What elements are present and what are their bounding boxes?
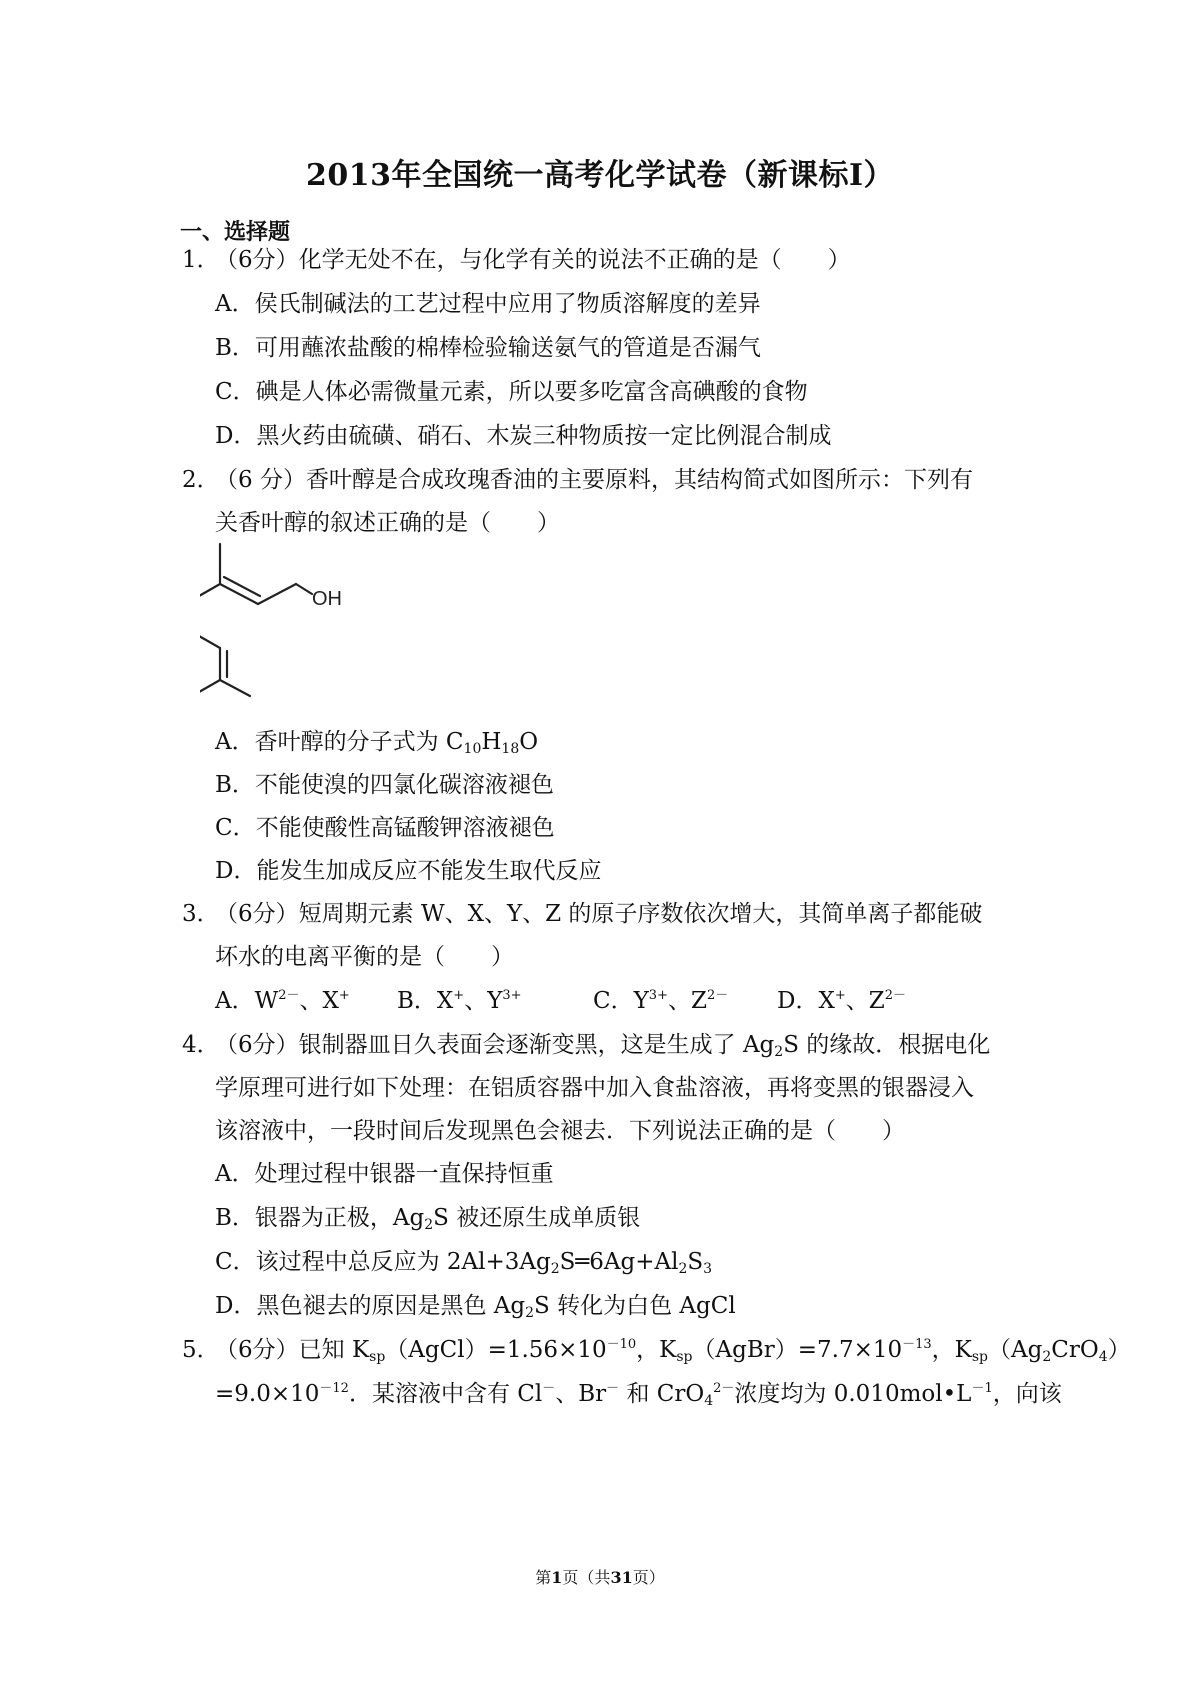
exam-title: 2013年全国统一高考化学试卷（新课标Ⅰ） <box>305 158 895 193</box>
question-3-stem-cont: 坏水的电离平衡的是（ ） <box>215 944 514 970</box>
page-footer: 第1页（共31页） <box>535 1568 665 1587</box>
q3-options-row <box>215 986 975 1016</box>
q3-option-c: C．$Y^{3+}$、$Z^{2-}$ <box>593 988 729 1014</box>
question-number: 5． <box>182 1337 220 1363</box>
bond-double-1b <box>224 577 260 596</box>
question-4-stem: 4．（6分）银制器皿日久表面会逐渐变黑，这是生成了 $Ag_2S$ 的缘故．根据电化 <box>182 1032 991 1060</box>
question-number: 1． <box>182 247 220 273</box>
total-page-count: 31 <box>610 1568 633 1587</box>
question-number: 4． <box>182 1032 220 1058</box>
q2-option-d: D．能发生加成反应不能发生取代反应 <box>215 858 602 884</box>
bond-methyl-right <box>220 680 250 696</box>
section-heading: 一、选择题 <box>180 219 291 245</box>
question-4-stem-cont-1: 学原理可进行如下处理：在铝质容器中加入食盐溶液，再将变黑的银器浸入 <box>215 1075 974 1101</box>
q2-option-c: C．不能使酸性高锰酸钾溶液褪色 <box>215 815 555 841</box>
q2-option-b: B．不能使溴的四氯化碳溶液褪色 <box>215 772 554 798</box>
q4-option-a: A．处理过程中银器一直保持恒重 <box>215 1161 554 1187</box>
q1-option-c: C．碘是人体必需微量元素，所以要多吃富含高碘酸的食物 <box>215 379 808 405</box>
bond-ch2 <box>258 584 296 604</box>
question-4-stem-cont-2: 该溶液中，一段时间后发现黑色会褪去．下列说法正确的是（ ） <box>215 1118 905 1144</box>
bond-methyl-left <box>200 680 220 696</box>
hydroxyl-label: OH <box>312 588 342 610</box>
question-text: （6分）短周期元素 W、X、Y、Z 的原子序数依次增大，其简单离子都能破 <box>215 901 983 927</box>
bond-double-1a <box>220 584 258 604</box>
question-text: （6分）化学无处不在，与化学有关的说法不正确的是（ ） <box>215 247 851 273</box>
question-2-stem-cont: 关香叶醇的叙述正确的是（ ） <box>215 510 560 536</box>
q2-option-a: A．香叶醇的分子式为 $C_{10}H_{18}O$ <box>215 729 539 757</box>
question-1-stem <box>182 245 851 275</box>
question-number: 3． <box>182 901 220 927</box>
q4-option-c: C．该过程中总反应为 $2Al+3Ag_2S═6Ag+Al_2S_3$ <box>215 1249 713 1277</box>
q3-option-b: B．X+、$Y^{3+}$ <box>397 988 522 1014</box>
q1-option-b: B．可用蘸浓盐酸的棉棒检验输送氨气的管道是否漏气 <box>215 335 761 361</box>
question-5-stem: 5．（6分）已知 $K_{sp}(AgCl)=1.56\times 10^{-10}$，$K_{sp}(AgBr)=7.7\times 10^{-13}$，$K_{sp}(Ag_2CrO_4)$ <box>182 1337 1131 1365</box>
q1-option-a: A．侯氏制碱法的工艺过程中应用了物质溶解度的差异 <box>215 291 761 317</box>
current-page-number: 1 <box>551 1568 563 1587</box>
geraniol-structure-diagram <box>200 540 360 710</box>
q4-option-b: B．银器为正极，$Ag_2S$ 被还原生成单质银 <box>215 1205 641 1233</box>
q3-option-d: D．X+、$Z^{2-}$ <box>777 988 906 1014</box>
bond-chain-1 <box>200 584 220 600</box>
question-text: （6 分）香叶醇是合成玫瑰香油的主要原料，其结构简式如图所示：下列有 <box>215 467 973 493</box>
q4-option-d: D．黑色褪去的原因是黑色 $Ag_2S$ 转化为白色 AgCl <box>215 1293 736 1321</box>
question-3-stem <box>182 899 982 929</box>
bond-chain-3 <box>200 632 220 648</box>
question-number: 2． <box>182 467 220 493</box>
q3-option-a: A．$W^{2-}$、X+ <box>215 988 350 1014</box>
q1-option-d: D．黑火药由硫磺、硝石、木炭三种物质按一定比例混合制成 <box>215 423 832 449</box>
question-5-stem-cont: $=9.0\times 10^{-12}$．某溶液中含有 Cl－、Br－ 和 CrO$_4^{2-}$浓度均为 $0.010mol•L^{-1}$，向该 <box>215 1381 1062 1409</box>
bond-to-oh <box>296 584 312 594</box>
question-2-stem <box>182 465 973 495</box>
